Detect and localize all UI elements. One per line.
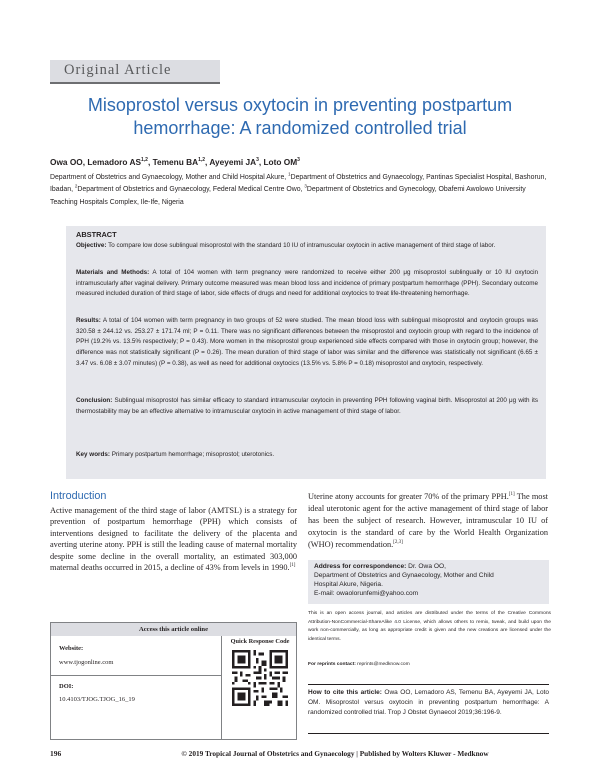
- abstract-results: [76, 316, 538, 370]
- journal-footer: © 2019 Tropical Journal of Obstetrics and Gynaecology | Published by Wolters Kluwer - Medknow: [181, 749, 489, 758]
- author-separator: ,: [82, 157, 88, 167]
- doi-divider: [51, 675, 221, 676]
- doi-value: 10.4103/TJOG.TJOG_16_19: [59, 696, 135, 703]
- affiliation-2: Department of Obstetrics and Gynaecology, Federal Medical Centre Owo,: [77, 186, 305, 194]
- author-affiliation-sup: 3: [256, 157, 259, 164]
- abstract-methods: [76, 268, 538, 300]
- abstract-conclusion: [76, 396, 538, 417]
- author-separator: ,: [258, 157, 264, 167]
- author-name: Ayeyemi JA: [209, 157, 257, 167]
- website-link[interactable]: www.tjogonline.com: [59, 659, 114, 666]
- introduction-body: Active management of the third stage of labor (AMTSL) is a strategy for prevention of postpartum hemorrhage (PPH) which consists of interventions designed to facilitate the delivery of the placenta and averting uterine atony. PPH is still the leading cause of maternal mortality despite some decline in the overall mortality, an estimated 303,000 maternal deaths occurred in 2015, a decline of 43% from levels in 1990.: [50, 506, 297, 573]
- page-footer: [50, 749, 550, 761]
- abstract-box: [66, 226, 546, 479]
- reprints-email[interactable]: reprints@medknow.com: [355, 662, 410, 667]
- access-article-box: [50, 622, 297, 740]
- abstract-conclusion-text: Sublingual misoprostol has similar efficacy to standard intramuscular oxytocin in preventing PPH following vaginal birth. Misoprostol at 200 μg with its thermostability may be an effective alternative to intramuscular oxytocin in active management of third stage of labor.: [76, 397, 538, 415]
- correspondence-author: Dr. Owa OO,: [406, 563, 446, 570]
- abstract-conclusion-label: Conclusion:: [76, 397, 113, 404]
- reprints-contact: [308, 662, 410, 667]
- abstract-results-label: Results:: [76, 317, 101, 324]
- abstract-results-text: A total of 104 women with term pregnancy in two groups of 52 were studied. The mean blood loss with sublingual misoprostol and oxytocin groups was 320.58 ± 244.12 vs. 253.27 ± 171.74 ml; P = 0.11. There was no significant differences between the misoprostol and oxytocin group with regard to the incidence of PPH (19.2% vs. 13.5% respectively; P = 0.43). More women in the misoprostol group experienced side effects compared with those in oxytocin group; however, the difference was not statistically significant (P = 0.26). The mean duration of third stage of labor was similar and the difference was statistically not significant (6.65 ± 3.47 vs. 6.08 ± 3.07 minutes) (P = 0.38), as well as need for additional oxytocics (13.5% vs. 5.8% P = 0.18) misoprostol and oxytocin, respectively.: [76, 317, 538, 367]
- abstract-keywords-text: Primary postpartum hemorrhage; misoprostol; uterotonics.: [109, 451, 275, 458]
- cite-text: [308, 688, 549, 718]
- author-separator: ,: [205, 157, 210, 167]
- cite-label: How to cite this article:: [308, 689, 382, 696]
- abstract-heading: ABSTRACT: [76, 230, 117, 239]
- abstract-objective-label: Objective:: [76, 242, 107, 249]
- affiliations: [50, 172, 555, 209]
- affiliation-marker: 1: [288, 171, 291, 177]
- correspondence-label: Address for correspondence:: [314, 563, 407, 570]
- abstract-keywords: [76, 450, 538, 461]
- correspondence-email[interactable]: E-mail: owaolorunfemi@yahoo.com: [314, 590, 419, 597]
- right-column-text: [308, 491, 548, 551]
- license-notice: This is an open access journal, and articles are distributed under the terms of the Creative Commons Attribution-NonCommercial-ShareAlike 4.0 License, which allows others to remix, tweak, and build upon the work non-commercially, as long as appropriate credit is given and the new creations are licensed under the identical terms.: [308, 611, 551, 643]
- page-number: 196: [50, 749, 62, 758]
- author-name: Lemadoro AS: [87, 157, 141, 167]
- correspondence-name: [314, 563, 544, 572]
- access-box-title: Access this article online: [51, 623, 296, 636]
- section-tag: [50, 60, 220, 84]
- affiliation-marker: 2: [74, 184, 78, 190]
- qr-label: Quick Response Code: [230, 638, 290, 645]
- correspondence-line: Hospital Akure, Nigeria.: [314, 581, 383, 588]
- cite-box: [308, 684, 549, 734]
- abstract-objective: [76, 241, 538, 252]
- abstract-keywords-label: Key words:: [76, 451, 110, 458]
- doi-label: DOI:: [59, 683, 74, 690]
- author-separator: ,: [147, 157, 153, 167]
- introduction-heading: Introduction: [50, 490, 107, 502]
- cite-body: Owa OO, Lemadoro AS, Temenu BA, Ayeyemi JA, Loto OM. Misoprostol versus oxytocin in preventing postpartum hemorrhage: A randomized controlled trial. Trop J Obstet Gynaecol 2019;36:196-9.: [308, 689, 549, 716]
- affiliation-3: Department of Obstetrics and Gynecology, Obafemi Awolowo University Teaching Hospitals Complex, Ile-Ife, Nigeria: [50, 186, 526, 206]
- citation-ref: [1]: [289, 563, 296, 569]
- right-column-body-1: Uterine atony accounts for greater 70% of the primary PPH.: [308, 492, 509, 501]
- author-affiliation-sup: 1,2: [198, 157, 206, 164]
- abstract-methods-text: A total of 104 women with term pregnancy were randomized to receive either 200 μg misoprostol sublingually or 10 IU oxytocin intramuscularly after vaginal delivery. Primary outcome measured was mean blood loss and incidence of primary postpartum hemorrhage (PPH). Secondary outcome measured included duration of third stage of labor, side effects of drugs and need for additional oxytocics to treat life-threatening hemorrhage.: [76, 269, 538, 298]
- author-list: [50, 157, 300, 167]
- correspondence-line: Department of Obstetrics and Gynaecology, Mother and Child: [314, 572, 494, 579]
- author-name: Owa OO: [50, 157, 83, 167]
- citation-ref: [2,3]: [393, 540, 403, 546]
- affiliation-marker: 3: [304, 184, 307, 190]
- section-tag-label: Original Article: [64, 62, 172, 78]
- title-line-2: hemorrhage: A randomized controlled trial: [133, 118, 467, 138]
- author-name: Temenu BA: [152, 157, 199, 167]
- right-column-body-2: The most ideal uterotonic agent for the active management of third stage of labor has been the subject of research. However, intramuscular 10 IU of oxytocin is the standard of care by the World Health Organization (WHO) recommendation.: [308, 492, 548, 550]
- correspondence-box: [308, 560, 549, 604]
- qr-panel: [221, 636, 298, 740]
- reprints-label: For reprints contact:: [308, 662, 356, 667]
- introduction-text: [50, 505, 297, 573]
- author-affiliation-sup: 3: [297, 157, 300, 164]
- abstract-objective-text: To compare low dose sublingual misoprostol with the standard 10 IU of intramuscular oxytocin in active management of third stage of labor.: [106, 242, 496, 249]
- author-name: Loto OM: [263, 157, 298, 167]
- affiliation-1: Department of Obstetrics and Gynaecology, Pantinas Specialist Hospital, Bashorun, Ibadan,: [50, 174, 547, 194]
- qr-code-icon[interactable]: [232, 650, 288, 706]
- article-title: [50, 94, 550, 140]
- author-affiliation-sup: 1,2: [141, 157, 148, 164]
- abstract-methods-label: Materials and Methods:: [76, 269, 150, 276]
- citation-ref: [1]: [508, 492, 515, 498]
- website-label: Website:: [59, 645, 84, 652]
- title-line-1: Misoprostol versus oxytocin in preventing postpartum: [87, 95, 513, 115]
- affiliation-0: Department of Obstetrics and Gynaecology, Mother and Child Hospital Akure,: [50, 174, 289, 181]
